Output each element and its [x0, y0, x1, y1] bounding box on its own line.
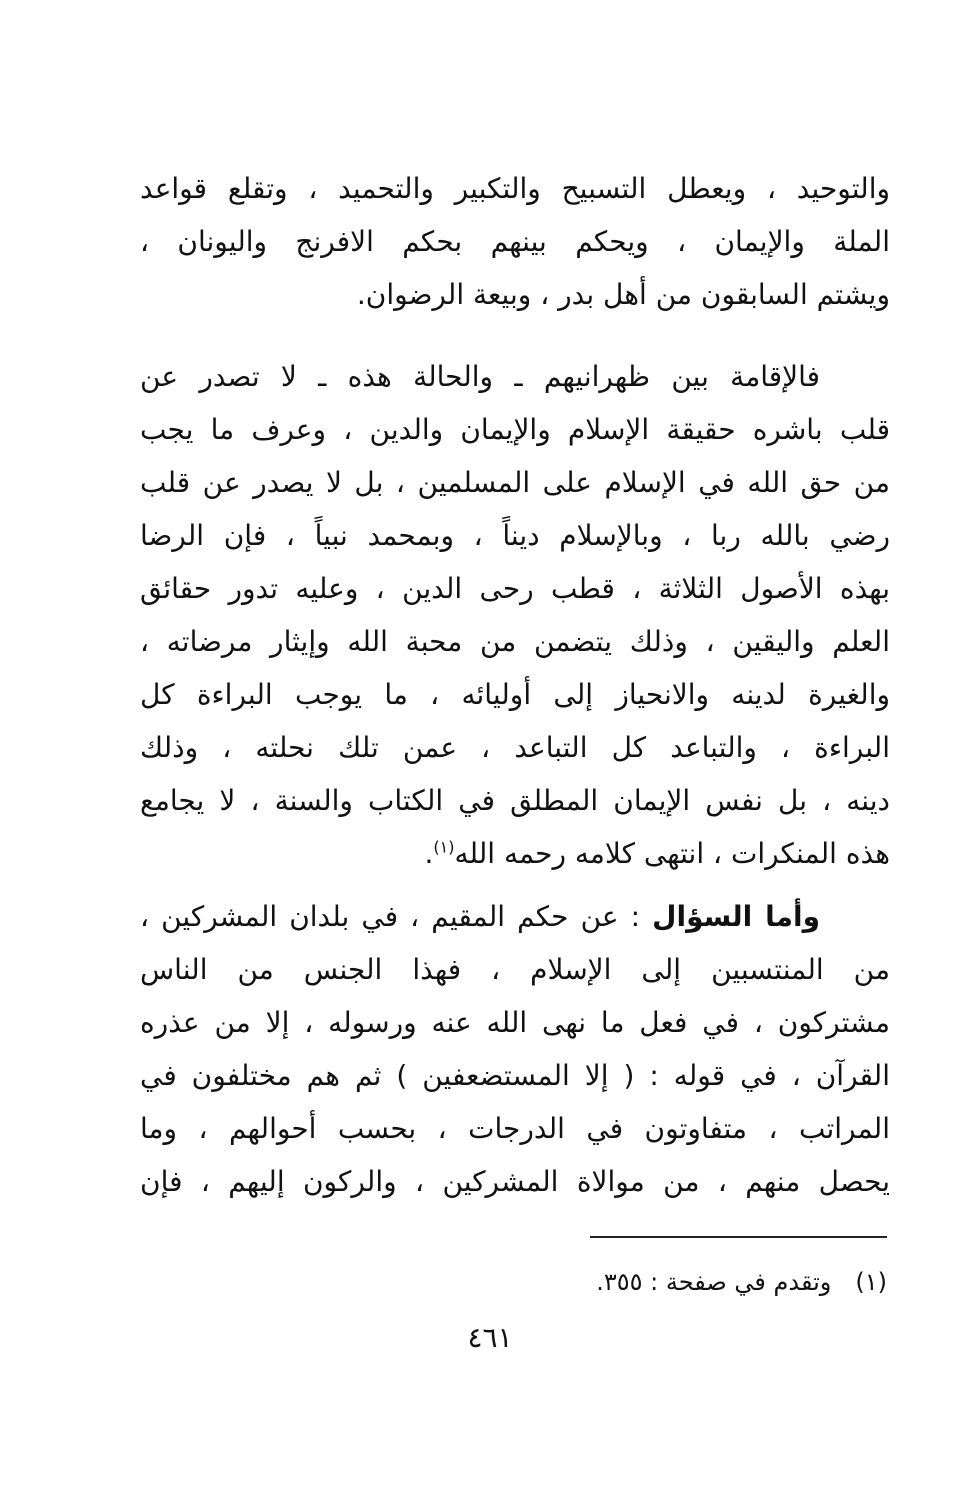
text-line-with-heading: [140, 890, 890, 943]
footnote-divider: [590, 1236, 887, 1238]
paragraph-1: [140, 162, 890, 321]
footnote-marker: (١): [855, 1268, 887, 1296]
text-segment: هذه المنكرات ، انتهى كلامه رحمه الله: [454, 837, 890, 870]
text-line-with-footnote: [140, 827, 890, 880]
text-line: العلم واليقين ، وذلك يتضمن من محبة الله وإيثار مرضاته ،: [140, 625, 890, 658]
text-line: من حق الله في الإسلام على المسلمين ، بل لا يصدر عن قلب: [140, 466, 890, 499]
text-line: بهذه الأصول الثلاثة ، قطب رحى الدين ، وعليه تدور حقائق: [140, 572, 890, 605]
text-line: قلب باشره حقيقة الإسلام والإيمان والدين ، وعرف ما يجب: [140, 413, 890, 446]
text-line: البراءة ، والتباعد كل التباعد ، عمن تلك نحلته ، وذلك: [140, 731, 890, 764]
footnote-text: وتقدم في صفحة : ٣٥٥.: [596, 1268, 832, 1296]
paragraph-3: [140, 890, 890, 1208]
text-line: والغيرة لدينه والانحياز إلى أوليائه ، ما يوجب البراءة كل: [140, 678, 890, 711]
paragraph-2: [140, 350, 890, 880]
footnote: [520, 1262, 887, 1302]
text-line: الملة والإيمان ، ويحكم بينهم بحكم الافرنج واليونان ،: [140, 225, 890, 258]
bold-lead-in: وأما السؤال: [652, 900, 820, 933]
text-line: ويشتم السابقون من أهل بدر ، وبيعة الرضوان.: [356, 278, 890, 311]
text-line: القرآن ، في قوله : ( إلا المستضعفين ) ثم هم مختلفون في: [140, 1059, 890, 1092]
text-line: رضي بالله ربا ، وبالإسلام ديناً ، وبمحمد نبياً ، فإن الرضا: [140, 519, 890, 552]
text-segment: .: [424, 837, 434, 870]
text-line: دينه ، بل نفس الإيمان المطلق في الكتاب والسنة ، لا يجامع: [140, 784, 890, 817]
text-line: فالإقامة بين ظهرانيهم ـ والحالة هذه ـ لا تصدر عن: [140, 360, 820, 393]
text-line: مشتركون ، في فعل ما نهى الله عنه ورسوله ، إلا من عذره: [140, 1006, 890, 1039]
text-line: والتوحيد ، ويعطل التسبيح والتكبير والتحميد ، وتقلع قواعد: [140, 172, 890, 205]
page-number: ٤٦١: [467, 1321, 513, 1354]
text-line: المراتب ، متفاوتون في الدرجات ، بحسب أحوالهم ، وما: [140, 1112, 890, 1145]
footnote-reference[interactable]: (١): [433, 837, 455, 857]
text-line: من المنتسبين إلى الإسلام ، فهذا الجنس من الناس: [140, 953, 890, 986]
text-line: يحصل منهم ، من موالاة المشركين ، والركون إليهم ، فإن: [140, 1165, 890, 1198]
text-segment: : عن حكم المقيم ، في بلدان المشركين ،: [140, 900, 653, 933]
